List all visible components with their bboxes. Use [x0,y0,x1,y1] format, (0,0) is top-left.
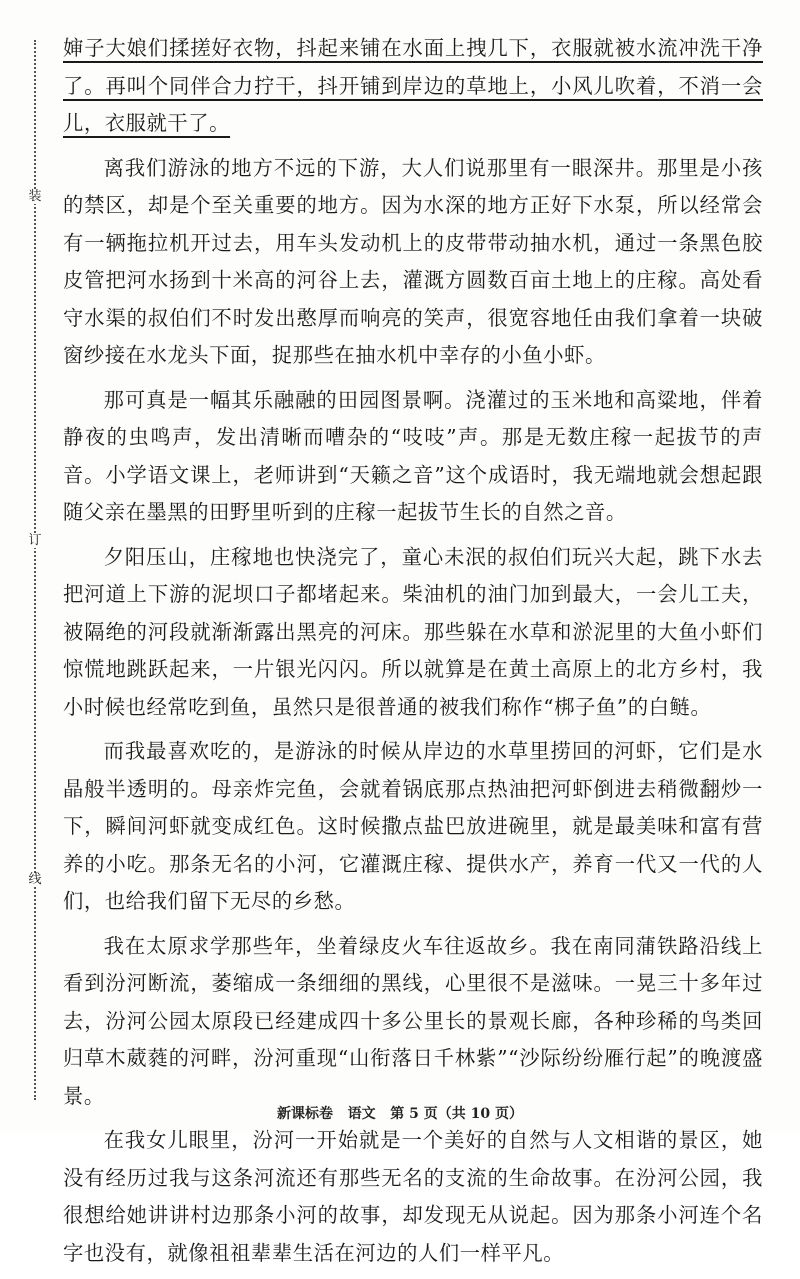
paragraph-1 [63,30,763,143]
page-footer: 新课标卷 语文 第 5 页（共 10 页） [277,1106,523,1122]
passage-body [63,30,763,1279]
paragraph-7: 在我女儿眼里，汾河一开始就是一个美好的自然与人文相谐的景区，她没有经历过我与这条河流还有那些无名的支流的生命故事。在汾河公园，我很想给她讲讲村边那条小河的故事，却发现无从说起。因为那条小河连个名字也没有，就像祖祖辈辈生活在河边的人们一样平凡。 [63,1128,763,1265]
binding-mark-zhuang: 装 [28,189,42,204]
paragraph-4: 夕阳压山，庄稼地也快浇完了，童心未泯的叔伯们玩兴大起，跳下水去把河道上下游的泥坝口子都堵起来。柴油机的油门加到最大，一会儿工夫，被隔绝的河段就渐渐露出黑亮的河床。那些躲在水草和淤泥里的大鱼小虾们惊慌地跳跃起来，一片银光闪闪。所以就算是在黄土高原上的北方乡村，我小时候也经常吃到鱼，虽然只是很普通的被我们称作“梆子鱼”的白鲢。 [63,544,763,719]
binding-mark-xian: 线 [28,872,42,887]
paragraph-3: 那可真是一幅其乐融融的田园图景啊。浇灌过的玉米地和高粱地，伴着静夜的虫鸣声，发出清晰而嘈杂的“吱吱”声。那是无数庄稼一起拔节的声音。小学语文课上，老师讲到“天籁之音”这个成语时，我无端地就会想起跟随父亲在墨黑的田野里听到的庄稼一起拔节生长的自然之音。 [63,387,763,524]
binding-mark-ding: 订 [28,533,42,548]
paragraph-5: 而我最喜欢吃的，是游泳的时候从岸边的水草里捞回的河虾，它们是水晶般半透明的。母亲炸完鱼，会就着锅底那点热油把河虾倒进去稍微翻炒一下，瞬间河虾就变成红色。这时候撒点盐巴放进碗里，就是最美味和富有营养的小吃。那条无名的小河，它灌溉庄稼、提供水产，养育一代又一代的人们，也给我们留下无尽的乡愁。 [63,739,763,913]
paragraph-2: 离我们游泳的地方不远的下游，大人们说那里有一眼深井。那里是小孩的禁区，却是个至关重要的地方。因为水深的地方正好下水泵，所以经常会有一辆拖拉机开过去，用车头发动机上的皮带带动抽水机，通过一条黑色胶皮管把河水扬到十米高的河谷上去，灌溉方圆数百亩土地上的庄稼。高处看守水渠的叔伯们不时发出憨厚而响亮的笑声，很宽容地任由我们拿着一块破窗纱接在水龙头下面，捉那些在抽水机中幸存的小鱼小虾。 [63,155,763,367]
paragraph-1-text: 婶子大娘们揉搓好衣物，抖起来铺在水面上拽几下，衣服就被水流冲洗干净了。再叫个同伴合力拧干，抖开铺到岸边的草地上，小风儿吹着，不消一会儿，衣服就干了。 [63,36,763,135]
paragraph-6: 我在太原求学那些年，坐着绿皮火车往返故乡。我在南同蒲铁路沿线上看到汾河断流，萎缩成一条细细的黑线，心里很不是滋味。一晃三十多年过去，汾河公园太原段已经建成四十多公里长的景观长廊，各种珍稀的鸟类回归草木葳蕤的河畔，汾河重现“山衔落日千林紫”“沙际纷纷雁行起”的晚渡盛景。 [63,933,763,1108]
